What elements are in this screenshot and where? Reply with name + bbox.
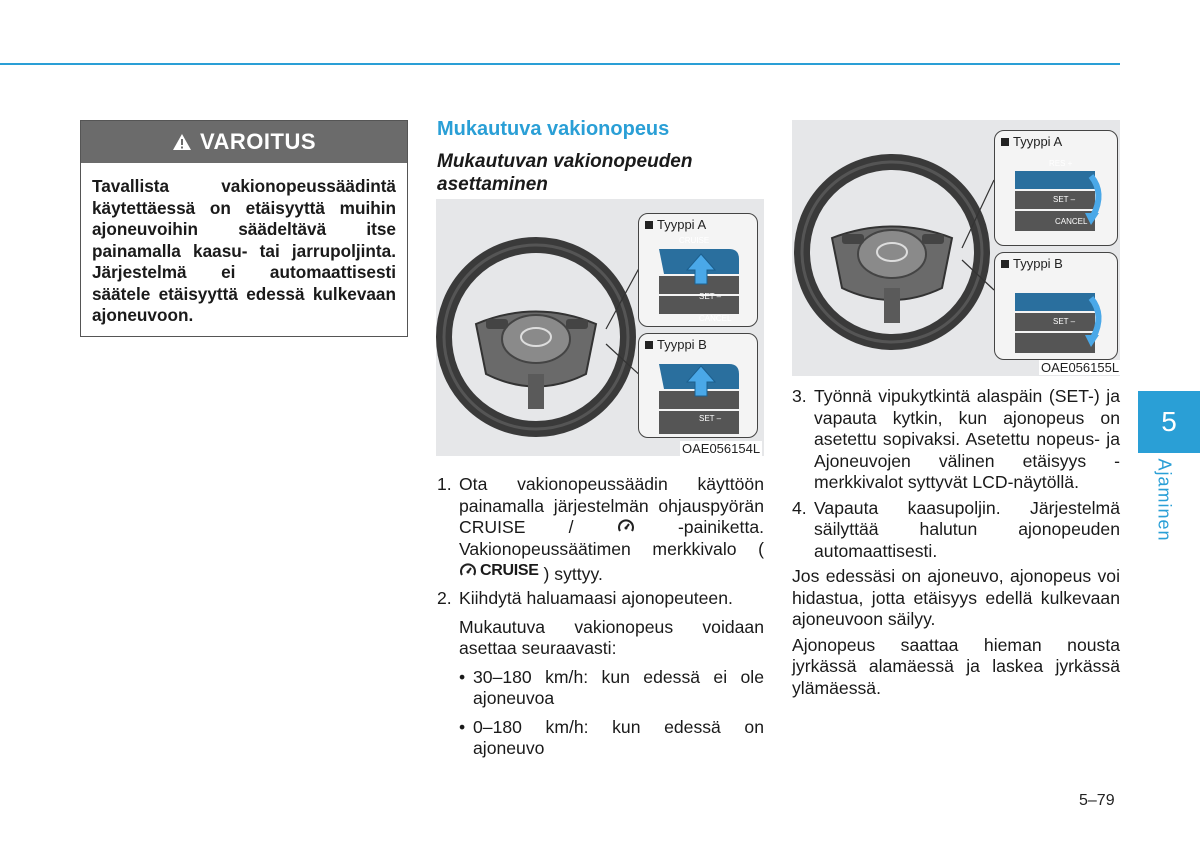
steps-column-2 (437, 474, 764, 760)
figure-code: OAE056154L (682, 441, 761, 456)
warning-box (80, 120, 408, 337)
figure-cruise-button (436, 199, 764, 456)
cruise-indicator: CRUISE (459, 560, 539, 582)
btn-set-label-b: SET – (1053, 317, 1076, 326)
page-number: 5–79 (1079, 792, 1115, 809)
warning-triangle-icon (172, 133, 192, 151)
step-2: 2. Kiihdytä haluamaasi ajonopeuteen. (437, 588, 733, 609)
btn-set-label-b: SET – (699, 414, 722, 423)
cruise-speedometer-icon (459, 562, 477, 580)
warning-header (81, 121, 407, 163)
paragraph-slopes: Ajonopeus saattaa hieman nousta jyrkässä alamäessä ja laskea jyrkässä ylämäessä. (792, 634, 1120, 698)
steps-column-3 (792, 386, 1120, 699)
btn-cancel-label: CANCEL (1055, 217, 1088, 226)
inset-type-b (994, 252, 1118, 360)
chapter-number-tab: 5 (1138, 391, 1200, 453)
inset-type-b-label: Tyyppi B (1013, 256, 1063, 271)
inset-type-b (638, 333, 758, 438)
inset-type-a (994, 130, 1118, 246)
warning-title: VAROITUS (199, 129, 317, 154)
paragraph-setup: Mukautuva vakionopeus voidaan asettaa seuraavasti: (459, 616, 764, 659)
step-3: 3. Työnnä vipukytkintä alaspäin (SET-) ja vapauta kytkin, kun ajonopeus on asetettu sopivaksi. Asetettu nopeus- ja Ajoneuvojen välinen etäisyys -merkkivalot syttyvät LCD-näytöllä. (792, 386, 1120, 492)
list-item: • 0–180 km/h: kun edessä on ajoneuvo (459, 716, 764, 759)
list-item: • 30–180 km/h: kun edessä ei ole ajoneuvoa (459, 666, 764, 709)
section-title: Mukautuva vakionopeus (437, 118, 670, 140)
inset-type-a-label: Tyyppi A (1013, 134, 1063, 149)
chapter-name: Ajaminen (1154, 458, 1175, 542)
inset-type-b-label: Tyyppi B (657, 337, 707, 352)
cruise-speedometer-icon (617, 518, 635, 536)
step-4: 4. Vapauta kaasupoljin. Järjestelmä säilyttää halutun ajonopeuden automaattisesti. (792, 497, 1120, 561)
btn-cancel-label: CANCEL (699, 314, 732, 323)
step-1: 1. Ota vakionopeussäädin käyttöön painamalla järjestelmän ohjauspyörän CRUISE / -painiketta. Vakionopeussäätimen merkkivalo ( CRUISE ) syttyy. (437, 474, 764, 584)
figure-code: OAE056155L (1041, 360, 1120, 375)
inset-type-a-label: Tyyppi A (657, 217, 707, 232)
figure-set-lever (792, 120, 1120, 376)
btn-cruise-label: CRUISE (679, 236, 710, 245)
subsection-title: Mukautuvan vakionopeuden asettaminen (437, 151, 693, 195)
btn-set-label: SET – (1053, 195, 1076, 204)
inset-type-a (638, 213, 758, 327)
paragraph-vehicle-ahead: Jos edessäsi on ajoneuvo, ajonopeus voi hidastua, jotta etäisyys edellä kulkevaan ajoneuvoon säilyy. (792, 566, 1120, 629)
warning-text: Tavallista vakionopeussäädintä käytettäessä on etäisyyttä muihin ajoneuvoihin säädeltävä itse painamalla kaasu- tai jarrupoljinta. Järjestelmä ei automaattisesti säätele etäisyyttä edessä kulkevaan ajoneuvoon. (92, 176, 396, 325)
btn-set-label: SET – (699, 292, 722, 301)
btn-res-label: RES + (1049, 159, 1073, 168)
top-rule (0, 63, 1120, 65)
